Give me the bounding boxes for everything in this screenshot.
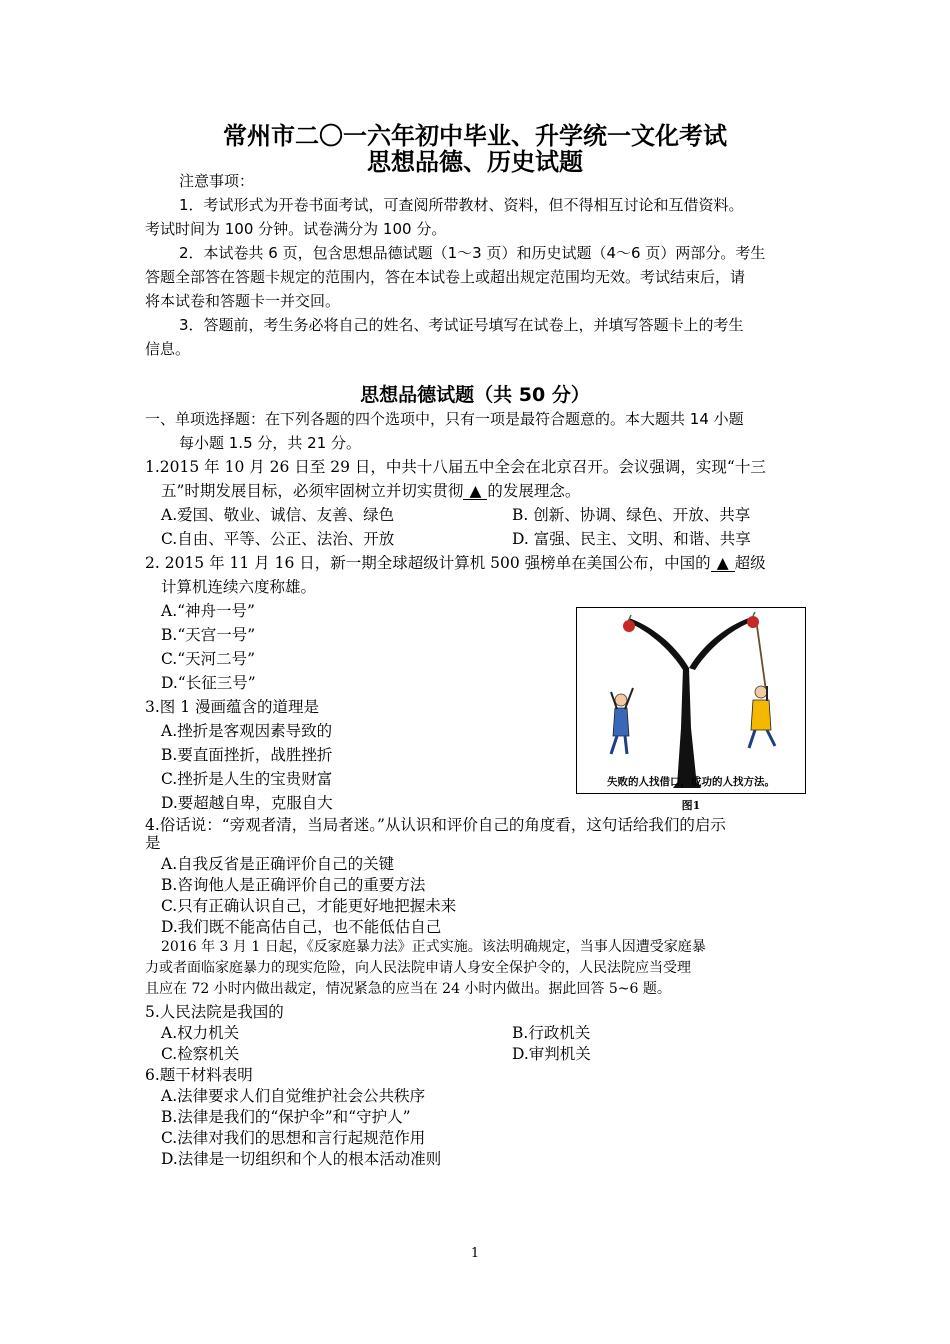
cartoon-caption: 失败的人找借口，成功的人找方法。: [607, 776, 775, 788]
figure-label: 图1: [681, 799, 701, 812]
stem-text: 2. 2015 年 11 月 16 日，新一期全球超级计算机 500 强榜单在美国公布，中国的: [145, 554, 711, 572]
question-stem: 3.图 1 漫画蕴含的道理是: [145, 698, 320, 716]
option: D.审判机关: [512, 1045, 591, 1063]
option: D.要超越自卑，克服自大: [161, 794, 333, 812]
option: C.检察机关: [161, 1045, 240, 1063]
option: A.自我反省是正确评价自己的关键: [161, 855, 395, 873]
question-stem: [161, 480, 580, 502]
option: C.挫折是人生的宝贵财富: [161, 770, 333, 788]
stem-text: 的发展理念。: [487, 482, 581, 500]
question-stem: 计算机连续六度称雄。: [161, 578, 317, 596]
notice-heading: 注意事项：: [179, 172, 255, 190]
option: B. 创新、协调、绿色、开放、共享: [512, 506, 751, 524]
option: C.只有正确认识自己，才能更好地把握未来: [161, 897, 457, 915]
question-stem: 是: [145, 834, 161, 852]
notice-line: 1．考试形式为开卷书面考试，可查阅所带教材、资料，但不得相互讨论和互借资料。: [179, 196, 744, 214]
material-text: 2016 年 3 月 1 日起，《反家庭暴力法》正式实施。该法明确规定，当事人因遭受家庭暴: [161, 939, 706, 955]
option: B.行政机关: [512, 1024, 591, 1042]
option: A.权力机关: [161, 1024, 240, 1042]
question-stem: 1.2015 年 10 月 26 日至 29 日，中共十八届五中全会在北京召开。会议强调，实现“十三: [145, 458, 766, 476]
option: A.爱国、敬业、诚信、友善、绿色: [161, 506, 395, 524]
question-stem: 4.俗话说：“旁观者清，当局者迷。”从认识和评价自己的角度看，这句话给我们的启示: [145, 816, 726, 834]
option: B.法律是我们的“保护伞”和“守护人”: [161, 1108, 411, 1126]
cartoon-illustration: [577, 608, 805, 793]
option: C.“天河二号”: [161, 650, 256, 668]
option: D. 富强、民主、文明、和谐、共享: [512, 530, 751, 548]
notice-line: 3．答题前，考生务必将自己的姓名、考试证号填写在试卷上，并填写答题卡上的考生: [179, 316, 744, 334]
notice-line: 答题全部答在答题卡规定的范围内，答在本试卷上或超出规定范围均无效。考试结束后，请: [145, 268, 746, 286]
option: A.挫折是客观因素导致的: [161, 722, 333, 740]
stem-text: 超级: [734, 554, 766, 572]
page-number: 1: [470, 1246, 480, 1261]
option: D.法律是一切组织和个人的根本活动准则: [161, 1150, 442, 1168]
stem-text: 五”时期发展目标，必须牢固树立并切实贯彻: [161, 482, 464, 500]
material-text: 力或者面临家庭暴力的现实危险，向人民法院申请人身安全保护令的，人民法院应当受理: [145, 960, 691, 976]
notice-line: 将本试卷和答题卡一并交回。: [145, 292, 341, 310]
option: A.“神舟一号”: [161, 602, 255, 620]
option: D.我们既不能高估自己，也不能低估自己: [161, 918, 442, 936]
material-text: 且应在 72 小时内做出裁定，情况紧急的应当在 24 小时内做出。据此回答 5~6 题。: [145, 981, 671, 997]
answer-blank: ▲: [463, 483, 487, 500]
notice-line: 2．本试卷共 6 页，包含思想品德试题（1～3 页）和历史试题（4～6 页）两部分。考生: [179, 244, 766, 262]
option: C.法律对我们的思想和言行起规范作用: [161, 1129, 426, 1147]
option: B.咨询他人是正确评价自己的重要方法: [161, 876, 426, 894]
section-instruction: 一、单项选择题：在下列各题的四个选项中，只有一项是最符合题意的。本大题共 14 小题: [145, 410, 744, 428]
notice-line: 信息。: [145, 340, 191, 358]
section-instruction: 每小题 1.5 分，共 21 分。: [179, 434, 362, 452]
question-stem: 5.人民法院是我国的: [145, 1003, 284, 1021]
answer-blank: ▲: [711, 555, 735, 572]
option: B.“天宫一号”: [161, 626, 256, 644]
notice-line: 考试时间为 100 分钟。试卷满分为 100 分。: [145, 220, 447, 238]
exam-title: 常州市二〇一六年初中毕业、升学统一文化考试: [223, 122, 727, 150]
option: A.法律要求人们自觉维护社会公共秩序: [161, 1087, 426, 1105]
question-stem: [145, 552, 766, 574]
cartoon-figure: [576, 607, 806, 794]
option: C.自由、平等、公正、法治、开放: [161, 530, 395, 548]
question-stem: 6.题干材料表明: [145, 1066, 253, 1084]
option: D.“长征三号”: [161, 674, 256, 692]
exam-subtitle: 思想品德、历史试题: [367, 148, 583, 176]
section-title: 思想品德试题（共 50 分）: [360, 384, 590, 406]
option: B.要直面挫折，战胜挫折: [161, 746, 333, 764]
